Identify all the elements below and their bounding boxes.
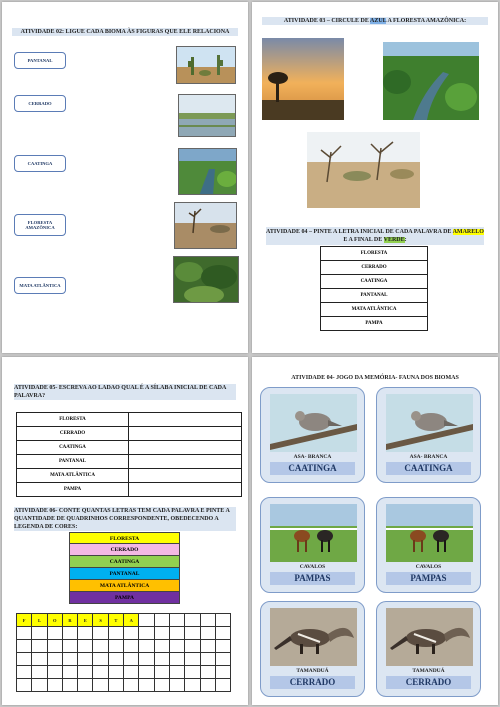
activity-06-title: ATIVIDADE 06- CONTE QUANTAS LETRAS TEM CADA PALAVRA E PINTE A QUANTIDADE DE QUADRINHOS CORRESPONDENTE, OBEDECENDO A LEGENDA DE CORES: (14, 507, 236, 531)
grid-cell[interactable] (47, 627, 62, 640)
grid-cell[interactable] (139, 653, 154, 666)
activity-05-title: ATIVIDADE 05- ESCREVA AO LADAO QUAL É A SÍLABA INICIAL DE CADA PALAVRA? (14, 384, 236, 400)
syllable-answer-field[interactable] (129, 441, 242, 455)
biome-label-cerrado[interactable]: CERRADO (14, 95, 66, 112)
grid-cell[interactable] (32, 627, 47, 640)
grid-cell[interactable] (185, 640, 200, 653)
memory-card[interactable] (376, 387, 481, 483)
grid-cell[interactable] (169, 614, 184, 627)
syllable-word: MATA ATLÂNTICA (17, 469, 129, 483)
syllable-answer-field[interactable] (129, 469, 242, 483)
card-biome-label: PAMPAS (270, 572, 355, 585)
activity-04-title-amarelo: AMARELO (452, 229, 484, 235)
photo-sunset-savanna[interactable] (262, 38, 344, 120)
grid-cell[interactable] (47, 679, 62, 692)
grid-cell[interactable] (62, 666, 77, 679)
grid-cell[interactable]: E (78, 614, 93, 627)
syllable-word: FLORESTA (17, 413, 129, 427)
syllable-word: CAATINGA (17, 441, 129, 455)
grid-cell[interactable] (108, 640, 123, 653)
grid-cell[interactable] (169, 627, 184, 640)
grid-cell[interactable] (154, 614, 169, 627)
grid-cell[interactable] (215, 653, 230, 666)
animal-name: ASA- BRANCA (409, 454, 448, 460)
grid-cell[interactable] (139, 640, 154, 653)
photo-forest-river[interactable] (178, 148, 237, 195)
grid-cell[interactable]: S (93, 614, 108, 627)
activity-02-title: ATIVIDADE 02: LIGUE CADA BIOMA ÀS FIGURAS QUE ELE RELACIONA (12, 28, 238, 36)
photo-pantanal-wetland[interactable] (178, 94, 236, 137)
card-biome-label: CERRADO (386, 676, 471, 689)
grid-cell[interactable] (124, 653, 139, 666)
word-cell[interactable]: PAMPA (321, 317, 428, 331)
grid-cell[interactable] (78, 653, 93, 666)
activity-03-title-end: A FLORESTA AMAZÔNICA: (386, 18, 467, 24)
grid-cell[interactable] (185, 666, 200, 679)
grid-cell[interactable] (139, 666, 154, 679)
grid-cell[interactable] (124, 679, 139, 692)
biome-label-caatinga[interactable]: CAATINGA (14, 155, 66, 172)
word-table-activity-04 (320, 246, 428, 331)
grid-cell[interactable] (124, 627, 139, 640)
page-activity-02 (2, 2, 248, 353)
grid-cell[interactable]: F (17, 614, 32, 627)
grid-cell[interactable] (108, 627, 123, 640)
activity-04-title (266, 227, 484, 245)
grid-cell[interactable] (62, 653, 77, 666)
grid-cell[interactable] (200, 614, 215, 627)
activity-03-title-azul: AZUL (370, 18, 387, 24)
word-cell[interactable]: CERRADO (321, 261, 428, 275)
grid-cell[interactable] (139, 627, 154, 640)
grid-cell[interactable] (124, 640, 139, 653)
memory-card[interactable] (260, 387, 365, 483)
syllable-word: CERRADO (17, 427, 129, 441)
grid-cell[interactable] (185, 627, 200, 640)
grid-cell[interactable] (215, 614, 230, 627)
grid-cell[interactable] (154, 640, 169, 653)
legend-mata-atlantica: MATA ATLÂNTICA (69, 580, 180, 592)
grid-cell[interactable] (169, 679, 184, 692)
grid-cell[interactable] (215, 666, 230, 679)
grid-cell[interactable]: R (62, 614, 77, 627)
word-cell[interactable]: CAATINGA (321, 275, 428, 289)
word-cell[interactable]: FLORESTA (321, 247, 428, 261)
grid-cell[interactable] (108, 666, 123, 679)
syllable-answer-field[interactable] (129, 427, 242, 441)
grid-cell[interactable] (32, 653, 47, 666)
animal-name: ASA- BRANCA (293, 454, 332, 460)
biome-label-mata-atlantica[interactable]: MATA ATLÂNTICA (14, 277, 66, 294)
grid-cell[interactable] (154, 653, 169, 666)
grid-cell[interactable] (169, 653, 184, 666)
photo-caatinga-cactus[interactable] (176, 46, 236, 84)
grid-cell[interactable] (185, 614, 200, 627)
card-biome-label: CERRADO (270, 676, 355, 689)
grid-cell[interactable] (200, 627, 215, 640)
grid-cell[interactable] (62, 627, 77, 640)
syllable-word: PANTANAL (17, 455, 129, 469)
animal-name: TAMANDUÁ (296, 668, 329, 674)
grid-cell[interactable] (93, 653, 108, 666)
memory-card[interactable] (260, 601, 365, 697)
page-activity-05-06 (2, 357, 248, 705)
card-biome-label: PAMPAS (386, 572, 471, 585)
memory-card[interactable] (376, 601, 481, 697)
syllable-answer-field[interactable] (129, 455, 242, 469)
grid-cell[interactable] (78, 640, 93, 653)
grid-cell[interactable] (78, 627, 93, 640)
animal-name: TAMANDUÁ (412, 668, 445, 674)
grid-cell[interactable]: O (47, 614, 62, 627)
grid-cell[interactable] (93, 666, 108, 679)
grid-cell[interactable] (47, 666, 62, 679)
grid-cell[interactable] (78, 666, 93, 679)
photo-amazon-river[interactable] (383, 42, 479, 120)
legend-caatinga: CAATINGA (69, 556, 180, 568)
page-activity-03-04 (252, 2, 498, 353)
grid-cell[interactable] (17, 679, 32, 692)
syllable-table (16, 412, 242, 497)
syllable-answer-field[interactable] (129, 413, 242, 427)
grid-cell[interactable] (200, 666, 215, 679)
grid-cell[interactable] (47, 640, 62, 653)
card-biome-label: CAATINGA (270, 462, 355, 475)
grid-cell[interactable] (154, 679, 169, 692)
grid-cell[interactable] (215, 679, 230, 692)
grid-cell[interactable] (78, 679, 93, 692)
syllable-word: PAMPA (17, 483, 129, 497)
animal-name: CAVALOS (415, 564, 442, 570)
legend-pantanal: PANTANAL (69, 568, 180, 580)
animal-name: CAVALOS (299, 564, 326, 570)
activity-04-title-end: : (404, 237, 407, 243)
grid-cell[interactable] (200, 653, 215, 666)
grid-cell[interactable] (169, 666, 184, 679)
grid-cell[interactable] (17, 653, 32, 666)
photo-caatinga-dry[interactable] (307, 132, 420, 208)
grid-cell[interactable] (185, 679, 200, 692)
horses-image (270, 504, 357, 562)
syllable-answer-field[interactable] (129, 483, 242, 497)
grid-cell[interactable] (215, 627, 230, 640)
grid-cell[interactable] (139, 614, 154, 627)
memory-game-title: ATIVIDADE 04- JOGO DA MEMÓRIA- FAUNA DOS BIOMAS (291, 375, 459, 381)
grid-cell[interactable] (124, 666, 139, 679)
grid-cell[interactable] (17, 640, 32, 653)
activity-04-title-mid: E A FINAL DE (343, 237, 384, 243)
grid-cell[interactable] (93, 627, 108, 640)
color-legend (69, 532, 180, 604)
page-memory-game (252, 357, 498, 705)
grid-cell[interactable] (93, 679, 108, 692)
photo-atlantic-forest[interactable] (173, 256, 239, 303)
grid-cell[interactable]: T (108, 614, 123, 627)
biome-label-floresta-amazonica[interactable]: FLORESTA AMAZÔNICA (14, 214, 66, 236)
grid-cell[interactable] (108, 679, 123, 692)
grid-cell[interactable]: A (124, 614, 139, 627)
horses-image (386, 504, 473, 562)
grid-cell[interactable] (215, 640, 230, 653)
grid-cell[interactable] (169, 640, 184, 653)
memory-card[interactable] (376, 497, 481, 593)
activity-03-title (262, 17, 488, 25)
grid-cell[interactable] (154, 666, 169, 679)
card-biome-label: CAATINGA (386, 462, 471, 475)
grid-cell[interactable] (17, 627, 32, 640)
legend-pampa: PAMPA (69, 592, 180, 604)
letter-count-grid (16, 613, 231, 692)
grid-cell[interactable]: L (32, 614, 47, 627)
biome-label-pantanal[interactable]: PANTANAL (14, 52, 66, 69)
activity-04-title-verde: VERDE (383, 237, 405, 243)
grid-cell[interactable] (32, 666, 47, 679)
grid-cell[interactable] (17, 666, 32, 679)
anteater-image (270, 608, 357, 666)
dove-image (270, 394, 357, 452)
grid-cell[interactable] (108, 653, 123, 666)
grid-cell[interactable] (200, 679, 215, 692)
grid-cell[interactable] (32, 679, 47, 692)
word-cell[interactable]: MATA ATLÂNTICA (321, 303, 428, 317)
grid-cell[interactable] (32, 640, 47, 653)
grid-cell[interactable] (185, 653, 200, 666)
activity-04-title-start: ATIVIDADE 04 – PINTE A LETRA INICIAL DE CADA PALAVRA DE (266, 229, 453, 235)
grid-cell[interactable] (154, 627, 169, 640)
activity-03-title-start: ATIVIDADE 03 – CIRCULE DE (283, 18, 370, 24)
grid-cell[interactable] (200, 640, 215, 653)
legend-cerrado: CERRADO (69, 544, 180, 556)
dove-image (386, 394, 473, 452)
word-cell[interactable]: PANTANAL (321, 289, 428, 303)
memory-card[interactable] (260, 497, 365, 593)
grid-cell[interactable] (47, 653, 62, 666)
photo-cerrado-dry[interactable] (174, 202, 237, 249)
anteater-image (386, 608, 473, 666)
grid-cell[interactable] (93, 640, 108, 653)
grid-cell[interactable] (62, 640, 77, 653)
legend-floresta: FLORESTA (69, 532, 180, 544)
grid-cell[interactable] (139, 679, 154, 692)
grid-cell[interactable] (62, 679, 77, 692)
